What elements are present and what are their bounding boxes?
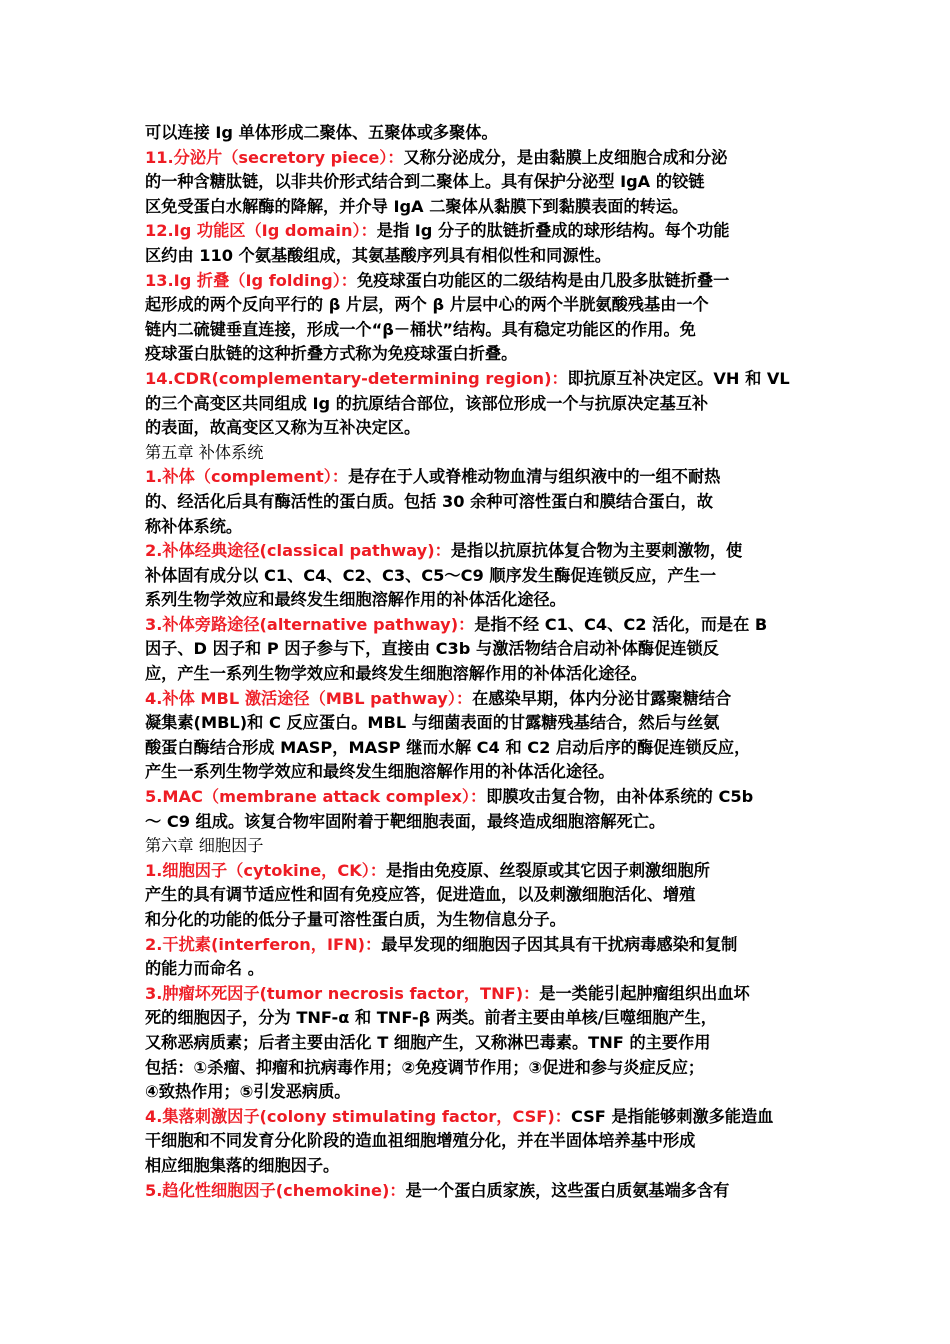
text-line bbox=[145, 1129, 815, 1154]
definition-text: 区约由 110 个氨基酸组成，其氨基酸序列具有相似性和同源性。 bbox=[145, 245, 611, 265]
definition-text: 是一个蛋白质家族，这些蛋白质氨基端多含有 bbox=[405, 1180, 730, 1200]
definition-text: CSF 是指能够刺激多能造血 bbox=[570, 1106, 774, 1126]
text-line bbox=[145, 1179, 815, 1204]
text-line bbox=[145, 146, 815, 171]
text-line bbox=[145, 1105, 815, 1130]
definition-text: 是指不经 C1、C4、C2 活化，而是在 B bbox=[474, 614, 768, 634]
definition-text: 凝集素(MBL)和 C 反应蛋白。MBL 与细菌表面的甘露糖残基结合，然后与丝氨 bbox=[145, 713, 720, 733]
definition-text: 干细胞和不同发育分化阶段的造血祖细胞增殖分化，并在半固体培养基中形成 bbox=[145, 1131, 696, 1151]
definition-text: 的三个高变区共同组成 Ig 的抗原结合部位，该部位形成一个与抗原决定基互补 bbox=[145, 393, 709, 413]
text-line bbox=[145, 244, 815, 269]
definition-text: 称补体系统。 bbox=[145, 516, 243, 536]
definition-text: 补体固有成分以 C1、C4、C2、C3、C5～C9 顺序发生酶促连锁反应，产生一 bbox=[145, 565, 717, 585]
text-line bbox=[145, 121, 815, 146]
text-line bbox=[145, 293, 815, 318]
text-line bbox=[145, 1154, 815, 1179]
definition-text: 是指由免疫原、丝裂原或其它因子刺激细胞所 bbox=[386, 860, 710, 880]
text-line bbox=[145, 318, 815, 343]
text-line bbox=[145, 269, 815, 294]
text-line bbox=[145, 367, 815, 392]
definition-text: 的表面，故高变区又称为互补决定区。 bbox=[145, 418, 421, 438]
document-body bbox=[145, 121, 815, 1203]
text-line bbox=[145, 515, 815, 540]
definition-text: 又称分泌成分，是由黏膜上皮细胞合成和分泌 bbox=[403, 147, 728, 167]
definition-text: 是一类能引起肿瘤组织出血坏 bbox=[539, 983, 750, 1003]
text-line bbox=[145, 1031, 815, 1056]
definition-text: 应，产生一系列生物学效应和最终发生细胞溶解作用的补体活化途径。 bbox=[145, 664, 647, 684]
definition-text: ～ C9 组成。该复合物牢固附着于靶细胞表面，最终造成细胞溶解死亡。 bbox=[145, 811, 666, 831]
definition-text: 死的细胞因子，分为 TNF-α 和 TNF-β 两类。前者主要由单核/巨噬细胞产生， bbox=[145, 1008, 717, 1028]
definition-text: 是指以抗原抗体复合物为主要刺激物，使 bbox=[450, 541, 743, 561]
definition-text: 免疫球蛋白功能区的二级结构是由几股多肽链折叠一 bbox=[356, 270, 730, 290]
definition-text: 即膜攻击复合物，由补体系统的 C5b bbox=[486, 787, 754, 807]
text-line bbox=[145, 441, 815, 466]
definition-text: 区免受蛋白水解酶的降解，并介导 IgA 二聚体从黏膜下到黏膜表面的转运。 bbox=[145, 196, 689, 216]
definition-text: 链内二硫键垂直连接，形成一个“β－桶状”结构。具有稳定功能区的作用。免 bbox=[145, 319, 696, 339]
term-heading: 4.补体 MBL 激活途径（MBL pathway）： bbox=[145, 688, 473, 708]
text-line bbox=[145, 613, 815, 638]
text-line bbox=[145, 736, 815, 761]
text-line bbox=[145, 392, 815, 417]
definition-text: 相应细胞集落的细胞因子。 bbox=[145, 1155, 340, 1175]
definition-text: 酸蛋白酶结合形成 MASP，MASP 继而水解 C4 和 C2 启动后序的酶促连锁反应， bbox=[145, 737, 751, 757]
definition-text: 产生的具有调节适应性和固有免疫应答，促进造血，以及刺激细胞活化、增殖 bbox=[145, 885, 696, 905]
term-heading: 3.补体旁路途径(alternative pathway)： bbox=[145, 614, 475, 634]
text-line bbox=[145, 834, 815, 859]
text-line bbox=[145, 1006, 815, 1031]
text-line bbox=[145, 760, 815, 785]
term-heading: 3.肿瘤坏死因子(tumor necrosis factor，TNF)： bbox=[145, 983, 540, 1003]
text-line bbox=[145, 859, 815, 884]
term-heading: 14.CDR(complementary-determining region)： bbox=[145, 368, 568, 388]
chapter-heading: 第六章 细胞因子 bbox=[145, 836, 264, 856]
definition-text: ④致热作用；⑤引发恶病质。 bbox=[145, 1082, 351, 1102]
text-line bbox=[145, 219, 815, 244]
text-line bbox=[145, 711, 815, 736]
term-heading: 12.Ig 功能区（Ig domain）： bbox=[145, 221, 377, 241]
term-heading: 2.补体经典途径(classical pathway)： bbox=[145, 541, 451, 561]
chapter-heading: 第五章 补体系统 bbox=[145, 442, 264, 462]
definition-text: 即抗原互补决定区。VH 和 VL bbox=[567, 368, 790, 388]
text-line bbox=[145, 342, 815, 367]
definition-text: 在感染早期，体内分泌甘露聚糖结合 bbox=[472, 688, 732, 708]
text-line bbox=[145, 1056, 815, 1081]
definition-text: 产生一系列生物学效应和最终发生细胞溶解作用的补体活化途径。 bbox=[145, 762, 615, 782]
term-heading: 5.趋化性细胞因子(chemokine)： bbox=[145, 1180, 406, 1200]
definition-text: 可以连接 Ig 单体形成二聚体、五聚体或多聚体。 bbox=[145, 123, 498, 142]
text-line bbox=[145, 908, 815, 933]
definition-text: 又称恶病质素；后者主要由活化 T 细胞产生，又称淋巴毒素。TNF 的主要作用 bbox=[145, 1032, 711, 1052]
definition-text: 和分化的功能的低分子量可溶性蛋白质，为生物信息分子。 bbox=[145, 910, 566, 929]
definition-text: 的一种含糖肽链，以非共价形式结合到二聚体上。具有保护分泌型 IgA 的铰链 bbox=[145, 172, 705, 192]
term-heading: 5.MAC（membrane attack complex）： bbox=[145, 787, 487, 807]
text-line bbox=[145, 637, 815, 662]
text-line bbox=[145, 465, 815, 490]
definition-text: 的能力而命名 。 bbox=[145, 959, 264, 979]
text-line bbox=[145, 982, 815, 1007]
text-line bbox=[145, 564, 815, 589]
definition-text: 疫球蛋白肽链的这种折叠方式称为免疫球蛋白折叠。 bbox=[145, 344, 518, 364]
term-heading: 2.干扰素(interferon，IFN)： bbox=[145, 934, 382, 954]
text-line bbox=[145, 539, 815, 564]
definition-text: 是指 Ig 分子的肽链折叠成的球形结构。每个功能 bbox=[376, 221, 730, 241]
text-line bbox=[145, 810, 815, 835]
text-line bbox=[145, 785, 815, 810]
text-line bbox=[145, 416, 815, 441]
definition-text: 系列生物学效应和最终发生细胞溶解作用的补体活化途径。 bbox=[145, 590, 566, 610]
text-line bbox=[145, 687, 815, 712]
text-line bbox=[145, 588, 815, 613]
term-heading: 11.分泌片（secretory piece）： bbox=[145, 147, 404, 167]
text-line bbox=[145, 490, 815, 515]
definition-text: 起形成的两个反向平行的 β 片层，两个 β 片层中心的两个半胱氨酸残基由一个 bbox=[145, 295, 709, 315]
text-line bbox=[145, 195, 815, 220]
definition-text: 最早发现的细胞因子因其具有干扰病毒感染和复制 bbox=[381, 934, 738, 954]
term-heading: 1.细胞因子（cytokine，CK）： bbox=[145, 860, 387, 880]
term-heading: 4.集落刺激因子(colony stimulating factor，CSF)： bbox=[145, 1106, 571, 1126]
term-heading: 13.Ig 折叠（Ig folding）： bbox=[145, 270, 357, 290]
definition-text: 是存在于人或脊椎动物血清与组织液中的一组不耐热 bbox=[348, 467, 721, 487]
definition-text: 因子、D 因子和 P 因子参与下，直接由 C3b 与激活物结合启动补体酶促连锁反 bbox=[145, 639, 719, 659]
text-line bbox=[145, 662, 815, 687]
term-heading: 1.补体（complement）： bbox=[145, 467, 349, 487]
text-line bbox=[145, 170, 815, 195]
definition-text: 的、经活化后具有酶活性的蛋白质。包括 30 余种可溶性蛋白和膜结合蛋白，故 bbox=[145, 491, 713, 511]
text-line bbox=[145, 1080, 815, 1105]
text-line bbox=[145, 933, 815, 958]
text-line bbox=[145, 883, 815, 908]
text-line bbox=[145, 957, 815, 982]
definition-text: 包括：①杀瘤、抑瘤和抗病毒作用；②免疫调节作用；③促进和参与炎症反应； bbox=[145, 1057, 705, 1077]
